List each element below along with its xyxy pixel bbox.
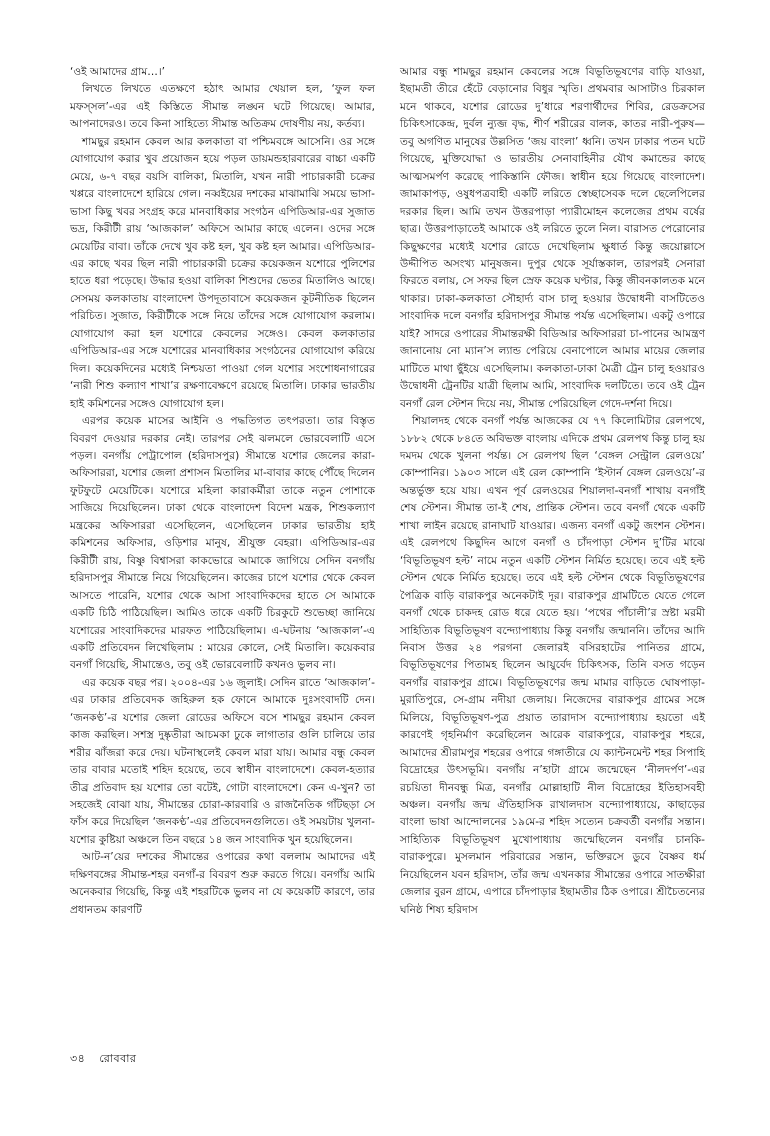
paragraph: ‘ওই আমাদের গ্রাম…।’ bbox=[70, 66, 166, 78]
paragraph: শামছুর রহমান কেবল আর কলকাতা বা পশ্চিমবঙ্গে আসেনি। ওর সঙ্গে যোগাযোগ করার খুব প্রয়োজন হয়ে পড়ল ডায়মন্ডহারবারের বাচ্চা একটি মেয়ে, ৬-৭ বছর বয়সি বালিকা, মিতালি, যখন নারী পাচারকারী চক্রের খপ্পরে বাংলাদেশে হারিয়ে গেল। নব্বইয়ের দশকের মাঝামাঝি সময়ে ভাসা-ভাসা কিছু খবর সংগ্রহ করে মানবাধিকার সংগঠন এপিডিআর-এর সুজাত ভদ্র, কিরীটী রায় ‘আজকাল’ অফিসে আমার কাছে এলেন। ওদের সঙ্গে মেয়েটির বাবা। তাঁকে দেখে খুব কষ্ট হল, খুব কষ্ট হল আমার। এপিডিআর-এর কাছে খবর ছিল নারী পাচারকারী চক্রের কয়েকজন যশোরে পুলিশের হাতে ধরা পড়েছে। উদ্ধার হওয়া বালিকা শিশুদের ভেতর মিতালিও আছে। সেসময় কলকাতায় বাংলাদেশ উপদূতাবাসে কয়েকজন কূটনীতিক ছিলেন পরিচিত। সুজাত, কিরীটীকে সঙ্গে নিয়ে তাঁদের সঙ্গে যোগাযোগ করলাম। যোগাযোগ করা হল যশোরে কেবলের সঙ্গেও। কেবল কলকাতার এপিডিআর-এর সঙ্গে যশোরের মানবাধিকার সংগঠনের যোগাযোগ করিয়ে দিল। কয়েকদিনের মধ্যেই নিশ্চয়তা পাওয়া গেল যশোর সংশোধনাগারের ‘নারী শিশু কল্যাণ শাখা’র রক্ষণাবেক্ষণে রয়েছে মিতালি। ঢাকার ভারতীয় হাই কমিশনের সঙ্গেও যোগাযোগ হল। bbox=[70, 135, 375, 410]
paragraph: এর কয়েক বছর পর। ২০০৪-এর ১৬ জুলাই। সেদিন রাতে ‘আজকাল’-এর ঢাকার প্রতিবেদক জহিরুল হক ফোনে আমাকে দুঃসংবাদটি দেন। ‘জনকণ্ঠ’-র যশোর জেলা রোডের অফিসে বসে শামছুর রহমান কেবল কাজ করছিল। সশস্ত্র দুষ্কৃতীরা আচমকা ঢুকে লাগাতার গুলি চালিয়ে তার শরীর ঝাঁজরা করে দেয়। ঘটনাস্থলেই কেবল মারা যায়। আমার বন্ধু কেবল তার বাবার মতোই শহিদ হয়েছে, তবে স্বাধীন বাংলাদেশে। কেবল-হত্যার তীব্র প্রতিবাদ হয় যশোর তো বটেই, গোটা বাংলাদেশে। কেন এ-খুন? তা সহজেই বোঝা যায়, সীমান্তের চোরা-কারবারি ও রাজনৈতিক গাঁটছড়া সে ফাঁস করে দিয়েছিল ‘জনকণ্ঠ’-এর প্রতিবেদনগুলিতে। ওই সময়টায় খুলনা-যশোর কুষ্টিয়া অঞ্চলে তিন বছরে ১৪ জন সাংবাদিক খুন হয়েছিলেন। bbox=[70, 676, 375, 846]
page-footer bbox=[70, 1050, 147, 1069]
magazine-name: রোববার bbox=[99, 1052, 137, 1065]
left-column bbox=[70, 64, 375, 919]
right-column bbox=[400, 64, 705, 919]
page-number: ৩৪ bbox=[70, 1052, 86, 1065]
paragraph: আট-ন’য়ের দশকের সীমান্তের ওপারের কথা বললাম আমাদের এই দক্ষিণবঙ্গের সীমান্ত-শহর বনগাঁ-র বিবরণ শুরু করতে গিয়ে। বনগাঁয় আমি অনেকবার গিয়েছি, কিন্তু এই শহরটিকে ভুলব না যে কয়েকটি কারণে, তার প্রধানতম কারণটি bbox=[70, 851, 375, 916]
paragraph: এরপর কয়েক মাসের আইনি ও পদ্ধতিগত তৎপরতা। তার বিস্তৃত বিবরণ দেওয়ার দরকার নেই। তারপর সেই ঝলমলে ভোরবেলাটি এসে পড়ল। বনগাঁয় পেট্রাপোল (হরিদাসপুর) সীমান্তে যশোর জেলের কারা-অফিসাররা, যশোর জেলা প্রশাসন মিতালির মা-বাবার কাছে পৌঁছে দিলেন ফুটফুটে মেয়েটিকে। যশোরে মহিলা কারাকর্মীরা তাকে নতুন পোশাকে সাজিয়ে দিয়েছিলেন। ঢাকা থেকে বাংলাদেশ বিদেশ মন্ত্রক, শিশুকল্যাণ মন্ত্রকের অফিসাররা এসেছিলেন, এসেছিলেন ঢাকার ভারতীয় হাই কমিশনের অফিসার, ওড়িশার মানুষ, শ্রীযুক্ত বেহরা। এপিডিআর-এর কিরীটী রায়, বিষ্ণু বিশ্বাসরা কাকভোরে আমাকে জাগিয়ে সেদিন বনগাঁয় হরিদাসপুর সীমান্তে নিয়ে গিয়েছিলেন। কাজের চাপে যশোর থেকে কেবল আসতে পারেনি, যশোর থেকে আসা সাংবাদিকদের হাতে সে আমাকে একটি চিঠি পাঠিয়েছিল। আমিও তাকে একটি চিরকুটে শুভেচ্ছা জানিয়ে যশোরের সাংবাদিকদের মারফত পাঠিয়েছিলাম। এ-ঘটনায় ‘আজকাল’-এ একটি প্রতিবেদন লিখেছিলাম : মায়ের কোলে, সেই মিতালি। কয়েকবার বনগাঁ গিয়েছি, সীমান্তেও, তবু ওই ভোরবেলাটি কখনও ভুলব না। bbox=[70, 415, 375, 672]
paragraph: আমার বন্ধু শামছুর রহমান কেবলের সঙ্গে বিভূতিভূষণের বাড়ি যাওয়া, ইছামতী তীরে হেঁটে বেড়ানোর বিধুর স্মৃতি। প্রথমবার আসাটাও চিরকাল মনে থাকবে, যশোর রোডের দু’ধারে শরণার্থীদের শিবির, রেডক্রসের চিকিৎসাকেন্দ্র, দুর্বল ন্যুব্জ বৃদ্ধ, শীর্ণ শরীরের বালক, কাতর নারী-পুরুষ—তবু অগণিত মানুষের উল্লসিত ‘জয় বাংলা’ ধ্বনি। তখন ঢাকার পতন ঘটে গিয়েছে, মুক্তিযোদ্ধা ও ভারতীয় সেনাবাহিনীর যৌথ কমান্ডের কাছে আত্মসমর্পণ করেছে পাকিস্তানি ফৌজ। স্বাধীন হয়ে গিয়েছে বাংলাদেশ। জামাকাপড়, ওষুধপত্রবাহী একটি লরিতে স্বেচ্ছাসেবক দলে ছেলেপিলের দরকার ছিল। আমি তখন উত্তরপাড়া প্যারীমোহন কলেজের প্রথম বর্ষের ছাত্র। উত্তরপাড়াতেই আমাকে ওই লরিতে তুলে নিল। বারাসত পেরোনোর কিছুক্ষণের মধ্যেই যশোর রোডে দেখেছিলাম ক্ষুধার্ত কিন্তু জয়োল্লাসে উদ্দীপিত অসংখ্য মানুষজন। দুপুর থেকে সূর্যাস্তকাল, তারপরই সেনারা ফিরতে বলায়, সে সফর ছিল স্রেফ কয়েক ঘণ্টার, কিন্তু জীবনকালতক মনে থাকার। ঢাকা-কলকাতা সৌহার্দ্য বাস চালু হওয়ার উদ্বোধনী বাসটিতেও সাংবাদিক দলে বনগাঁর হরিদাসপুর সীমান্ত পর্যন্ত এসেছিলাম। একটু ওপারে যাই? সাদরে ওপারের সীমান্তরক্ষী বিডিআর অফিসাররা চা-পানের আমন্ত্রণ জানানোয় নো ম্যান’স ল্যান্ড পেরিয়ে বেনাপোলে আমার মায়ের জেলার মাটিতে মাথা ছুঁইয়ে এসেছিলাম। কলকাতা-ঢাকা মৈত্রী ট্রেন চালু হওয়ারও উদ্বোধনী ট্রেনটির যাত্রী ছিলাম আমি, সাংবাদিক দলটিতে। তবে ওই ট্রেন বনগাঁ রেল স্টেশন দিয়ে নয়, সীমান্ত পেরিয়েছিল গেদে-দর্শনা দিয়ে। bbox=[400, 66, 705, 410]
paragraph: লিখতে লিখতে এতক্ষণে হঠাৎ আমার খেয়াল হল, ‘ফুল ফল মফস্সল’-এর এই কিস্তিতে সীমান্ত লঙ্ঘন ঘটে গিয়েছে। আমার, আপনাদেরও। তবে কিনা সাহিত্যে সীমান্ত অতিক্রম দোষণীয় নয়, কর্তব্য। bbox=[70, 83, 375, 131]
paragraph: শিয়ালদহ থেকে বনগাঁ পর্যন্ত আজকের যে ৭৭ কিলোমিটার রেলপথে, ১৮৮২ থেকে ৮৪তে অবিভক্ত বাংলায় এদিকে প্রথম রেলপথ কিন্তু চালু হয় দমদম থেকে খুলনা পর্যন্ত। সে রেলপথ ছিল ‘বেঙ্গল সেন্ট্রাল রেলওয়ে’ কোম্পানির। ১৯০৩ সালে এই রেল কোম্পানি ‘ইস্টার্ন বেঙ্গল রেলওয়ে’-র অন্তর্ভুক্ত হয়ে যায়। এখন পূর্ব রেলওয়ের শিয়ালদা-বনগাঁ শাখায় বনগাঁই শেষ স্টেশন। সীমান্ত তা-ই শেষ, প্রান্তিক স্টেশন। তবে বনগাঁ থেকে একটি শাখা লাইন রয়েছে রানাঘাট যাওয়ার। এজন্য বনগাঁ একটু জংশন স্টেশন। এই রেলপথে কিছুদিন আগে বনগাঁ ও চাঁদপাড়া স্টেশন দু’টির মাঝে ‘বিভূতিভূষণ হল্ট’ নামে নতুন একটি স্টেশন নির্মিত হয়েছে। তবে এই হল্ট স্টেশন থেকে নির্মিত হয়েছে। তবে এই হল্ট স্টেশন থেকে বিভূতিভূষণের পৈত্রিক বাড়ি বারাকপুর অনেকটাই দূর। বারাকপুর গ্রামটিতে যেতে গেলে বনগাঁ থেকে চাকদহ রোড ধরে যেতে হয়। ‘পথের পাঁচালী’র স্রষ্টা মরমী সাহিত্যিক বিভূতিভূষণ বন্দ্যোপাধ্যায় কিন্তু বনগাঁয় জন্মাননি। তাঁদের আদি নিবাস উত্তর ২৪ পরগনা জেলারই বসিরহাটের পানিতর গ্রামে, বিভূতিভূষণের পিতামহ ছিলেন আয়ুর্বেদ চিকিৎসক, তিনি বসত গড়েন বনগাঁর বারাকপুর গ্রামে। বিভূতিভূষণের জন্ম মামার বাড়িতে ঘোষপাড়া-মুরাতিপুরে, সে-গ্রাম নদীয়া জেলায়। নিজেদের বারাকপুর গ্রামের সঙ্গে মিলিয়ে, বিভূতিভূষণ-পুত্র প্রয়াত তারাদাস বন্দ্যোপাধ্যায় হয়তো এই কারণেই গৃহনির্মাণ করেছিলেন আরেক বারাকপুরে, বারাকপুর শহরে, আমাদের শ্রীরামপুর শহরের ওপারে গঙ্গাতীরে যে ক্যান্টনমেন্ট শহর সিপাহি বিদ্রোহের উৎসভূমি। বনগাঁয় ন’হাটা গ্রামে জন্মেছেন ‘নীলদর্পণ’-এর রচয়িতা দীনবন্ধু মিত্র, বনগাঁর মোল্লাহাটি নীল বিদ্রোহের ইতিহাসবহী অঞ্চল। বনগাঁয় জন্ম ঐতিহাসিক রাখালদাস বন্দ্যোপাধ্যায়ে, কাছাড়ের বাংলা ভাষা আন্দোলনের ১৯মে-র শহিদ সত্যেন চক্রবর্তী বনগাঁর সন্তান। সাহিত্যিক বিভূতিভূষণ মুখোপাধ্যায় জন্মেছিলেন বনগাঁর চানকি-বারাকপুরে। মুসলমান পরিবারের সন্তান, ভক্তিরসে ডুবে বৈষ্ণব ধর্ম নিয়েছিলেন যবন হরিদাস, তাঁর জন্ম এখনকার সীমান্তের ওপারে সাতক্ষীরা জেলার বুরন গ্রামে, এপারে চাঁদপাড়ার ইছামতীর ঠিক ওপারে। শ্রীচৈতন্যের ঘনিষ্ঠ শিষ্য হরিদাস bbox=[400, 415, 705, 916]
